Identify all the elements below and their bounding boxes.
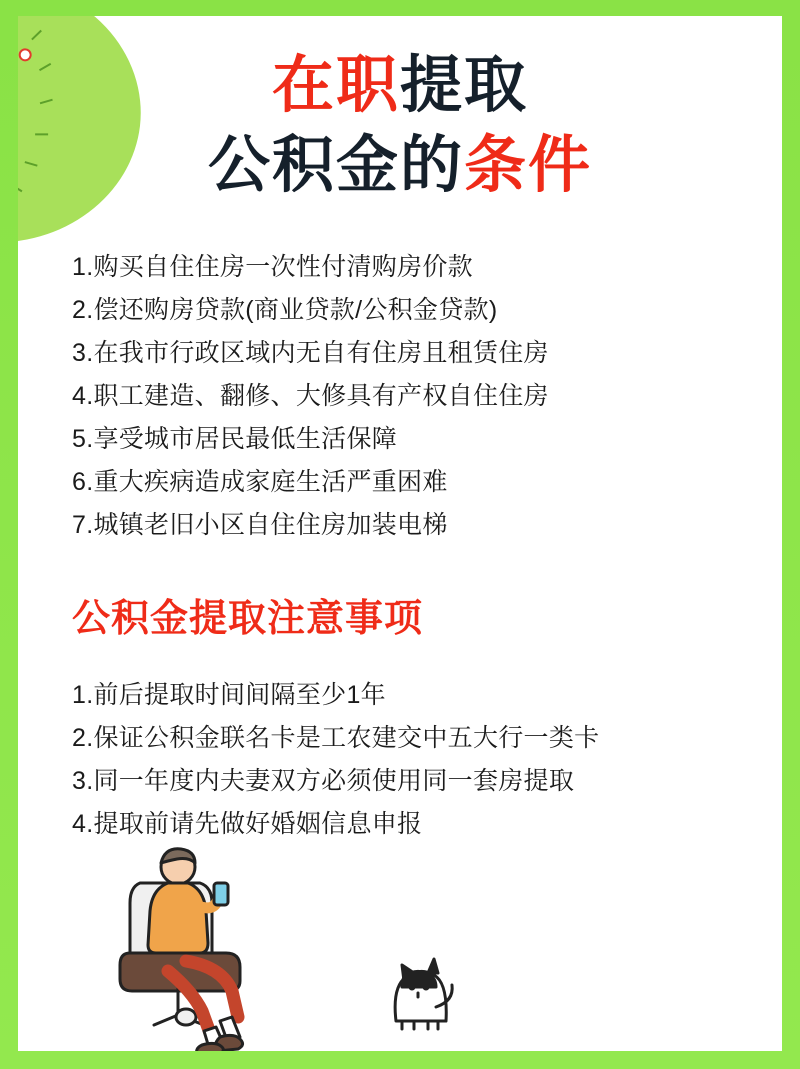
- list-item: 3.同一年度内夫妻双方必须使用同一套房提取: [72, 766, 575, 795]
- list-item: 6.重大疾病造成家庭生活严重困难: [72, 467, 448, 496]
- list-item: 2.偿还购房贷款(商业贷款/公积金贷款): [72, 295, 498, 324]
- illustration: [18, 821, 782, 1051]
- list-item: 4.职工建造、翻修、大修具有产权自住住房: [72, 381, 549, 410]
- title-line2-dark: 公积金的: [207, 130, 464, 200]
- section-heading: 公积金提取注意事项: [72, 597, 424, 640]
- list-item: 3.在我市行政区域内无自有住房且租赁住房: [72, 338, 549, 367]
- title-line1-red: 在职: [271, 51, 400, 120]
- man-sitting-in-armchair-with-phone: [120, 849, 243, 1051]
- title-line2-red: 条件: [464, 130, 593, 200]
- list-item: 4.提取前请先做好婚姻信息申报: [72, 809, 423, 838]
- list-item: 1.购买自住住房一次性付清购房价款: [72, 252, 473, 281]
- list-item: 5.享受城市居民最低生活保障: [72, 424, 398, 453]
- list-item: 1.前后提取时间间隔至少1年: [72, 680, 386, 709]
- cat-standing-icon: [395, 959, 452, 1029]
- conditions-list: [72, 246, 782, 547]
- content-body: [18, 246, 782, 846]
- page-title: [18, 16, 782, 202]
- notes-list: [72, 674, 782, 846]
- title-line1-dark: 提取: [400, 51, 529, 120]
- poster-card: [18, 16, 782, 1051]
- list-item: 2.保证公积金联名卡是工农建交中五大行一类卡: [72, 723, 600, 752]
- list-item: 7.城镇老旧小区自住住房加装电梯: [72, 510, 448, 539]
